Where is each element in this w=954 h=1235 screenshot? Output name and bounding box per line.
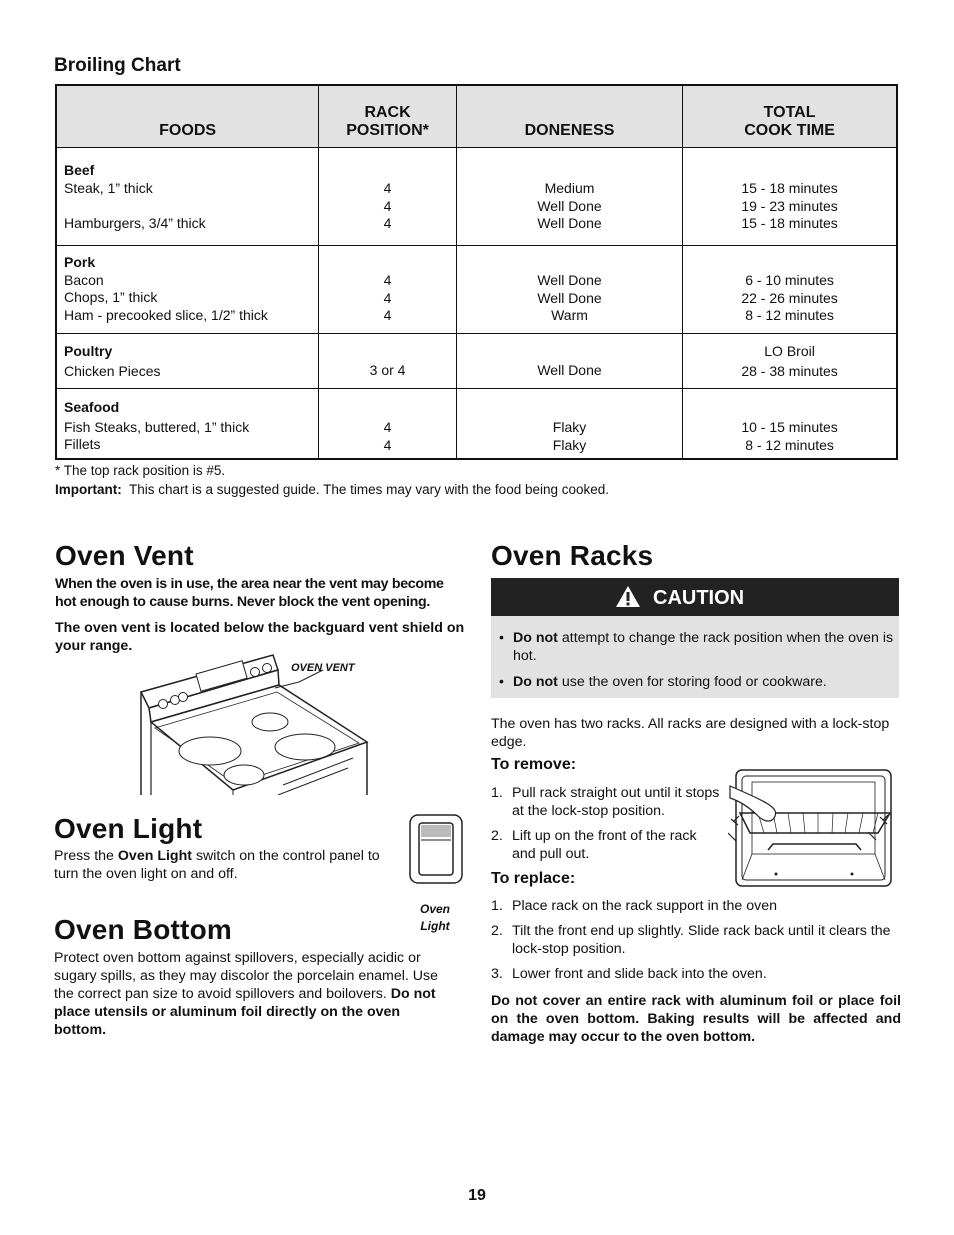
table-header-row (56, 85, 897, 148)
cook-time-value: 10 - 15 minutes (741, 419, 838, 435)
doneness-value: Flaky (552, 419, 587, 435)
cook-time-value: 8 - 12 minutes (745, 307, 834, 323)
page-number: 19 (468, 1187, 486, 1204)
category-poultry: Poultry (64, 343, 113, 359)
doneness-value: Well Done (537, 272, 602, 288)
cook-time-value: 6 - 10 minutes (745, 272, 834, 288)
rack-value: 4 (383, 289, 392, 306)
food-item: Fillets (64, 436, 101, 452)
chart-important-note (55, 482, 609, 497)
oven-bottom-title: Oven Bottom (54, 914, 232, 945)
list-item: 1. Place rack on the rack support in the oven (491, 898, 777, 914)
oven-light-switch-icon (408, 813, 464, 885)
rack-value: 4 (383, 436, 392, 453)
rack-value: 4 (383, 307, 392, 323)
food-item: Hamburgers, 3/4” thick (64, 214, 206, 231)
table-row (56, 148, 897, 246)
oven-bottom-text-bold: Do not place utensils or aluminum foil directly on the oven bottom. (54, 986, 436, 1038)
important-label: Important: (55, 482, 122, 497)
caution-label: CAUTION (653, 587, 745, 609)
rack-removal-illustration (728, 768, 898, 888)
to-remove-title: To remove: (491, 756, 577, 773)
rack-value: 4 (383, 215, 392, 231)
list-item: 2. Lift up on the front of the rack and pull out. (491, 828, 697, 862)
cook-time-value: 15 - 18 minutes (741, 215, 838, 231)
to-replace-title: To replace: (491, 870, 576, 887)
caution-banner (491, 578, 899, 616)
list-item: 1. Pull rack straight out until it stops at the lock-stop position. (491, 785, 720, 819)
doneness-value: Well Done (537, 289, 602, 306)
broiling-chart-table (55, 84, 898, 460)
oven-light-switch-label: Oven Light (419, 902, 450, 933)
header-rack-position: RACK POSITION* (319, 85, 457, 148)
table-row (56, 246, 897, 334)
doneness-value: Well Done (537, 197, 602, 214)
broil-setting-value: LO Broil (764, 343, 815, 359)
header-cook-time: TOTAL COOK TIME (683, 85, 897, 148)
oven-light-text-bold: Oven Light (117, 848, 192, 864)
oven-racks-title: Oven Racks (491, 540, 654, 571)
oven-bottom-text (54, 949, 454, 1039)
doneness-value: Flaky (552, 436, 587, 453)
oven-light-text-1: Press the (54, 848, 114, 864)
category-pork: Pork (64, 254, 96, 270)
oven-racks-warning: Do not cover an entire rack with aluminum foil or place foil on the oven bottom. Baking results will be affected and damage may occur to the oven bottom. (491, 993, 901, 1045)
cook-time-value: 28 - 38 minutes (741, 362, 838, 379)
oven-vent-label: OVEN VENT (291, 662, 355, 674)
doneness-value: Warm (551, 307, 588, 323)
oven-light-title: Oven Light (54, 813, 203, 844)
food-item (64, 196, 318, 214)
food-item: Bacon (64, 271, 104, 288)
table-row (56, 334, 897, 389)
rack-value: 4 (383, 197, 392, 214)
cook-time-value: 15 - 18 minutes (741, 180, 838, 196)
oven-racks-intro: The oven has two racks. All racks are designed with a lock-stop edge. (491, 716, 890, 750)
oven-vent-location: The oven vent is located below the backguard vent shield on your range. (55, 620, 465, 654)
table-row (56, 389, 897, 459)
oven-vent-warning: When the oven is in use, the area near the vent may become hot enough to cause burns. Never block the vent opening. (55, 576, 444, 610)
rack-value: 4 (383, 180, 392, 196)
category-seafood: Seafood (64, 399, 120, 415)
oven-light-text-2: switch on the control panel to turn the oven light on and off. (54, 848, 380, 882)
food-item: Chicken Pieces (64, 362, 161, 379)
replace-steps (491, 897, 896, 990)
cook-time-value: 8 - 12 minutes (745, 436, 834, 453)
important-text: This chart is a suggested guide. The times may vary with the food being cooked. (129, 482, 610, 497)
food-item: Fish Steaks, buttered, 1” thick (64, 418, 250, 435)
header-foods: FOODS (56, 85, 319, 148)
broiling-chart-title: Broiling Chart (54, 55, 181, 76)
caution-box (491, 616, 899, 698)
warning-triangle-icon (615, 585, 641, 608)
chart-footnote: * The top rack position is #5. (55, 463, 226, 478)
list-item: 2. Tilt the front end up slightly. Slide rack back until it clears the lock-stop position. (491, 923, 891, 957)
oven-light-text (54, 847, 384, 883)
doneness-value: Well Done (537, 362, 602, 378)
header-doneness: DONENESS (456, 85, 682, 148)
cook-time-value: 22 - 26 minutes (741, 289, 838, 306)
caution-item: • Do not use the oven for storing food or cookware. (499, 674, 827, 690)
doneness-value: Well Done (537, 215, 602, 231)
cook-time-value: 19 - 23 minutes (741, 197, 838, 214)
food-item: Chops, 1” thick (64, 289, 158, 305)
rack-value: 3 or 4 (369, 362, 406, 378)
doneness-value: Medium (544, 180, 595, 196)
caution-item: • Do not attempt to change the rack position when the oven is hot. (499, 630, 894, 664)
food-item: Steak, 1” thick (64, 179, 153, 196)
oven-vent-title: Oven Vent (55, 540, 194, 571)
oven-bottom-text-regular: Protect oven bottom against spillovers, especially acidic or sugary spills, as they may discolor the porcelain enamel. Use the correct pan size to avoid spillovers and boilovers. (54, 950, 439, 1002)
food-item: Ham - precooked slice, 1/2” thick (64, 306, 268, 323)
remove-steps (491, 784, 721, 870)
rack-value: 4 (383, 419, 392, 435)
list-item: 3. Lower front and slide back into the oven. (491, 966, 767, 982)
category-beef: Beef (64, 162, 95, 178)
rack-value: 4 (383, 272, 392, 288)
